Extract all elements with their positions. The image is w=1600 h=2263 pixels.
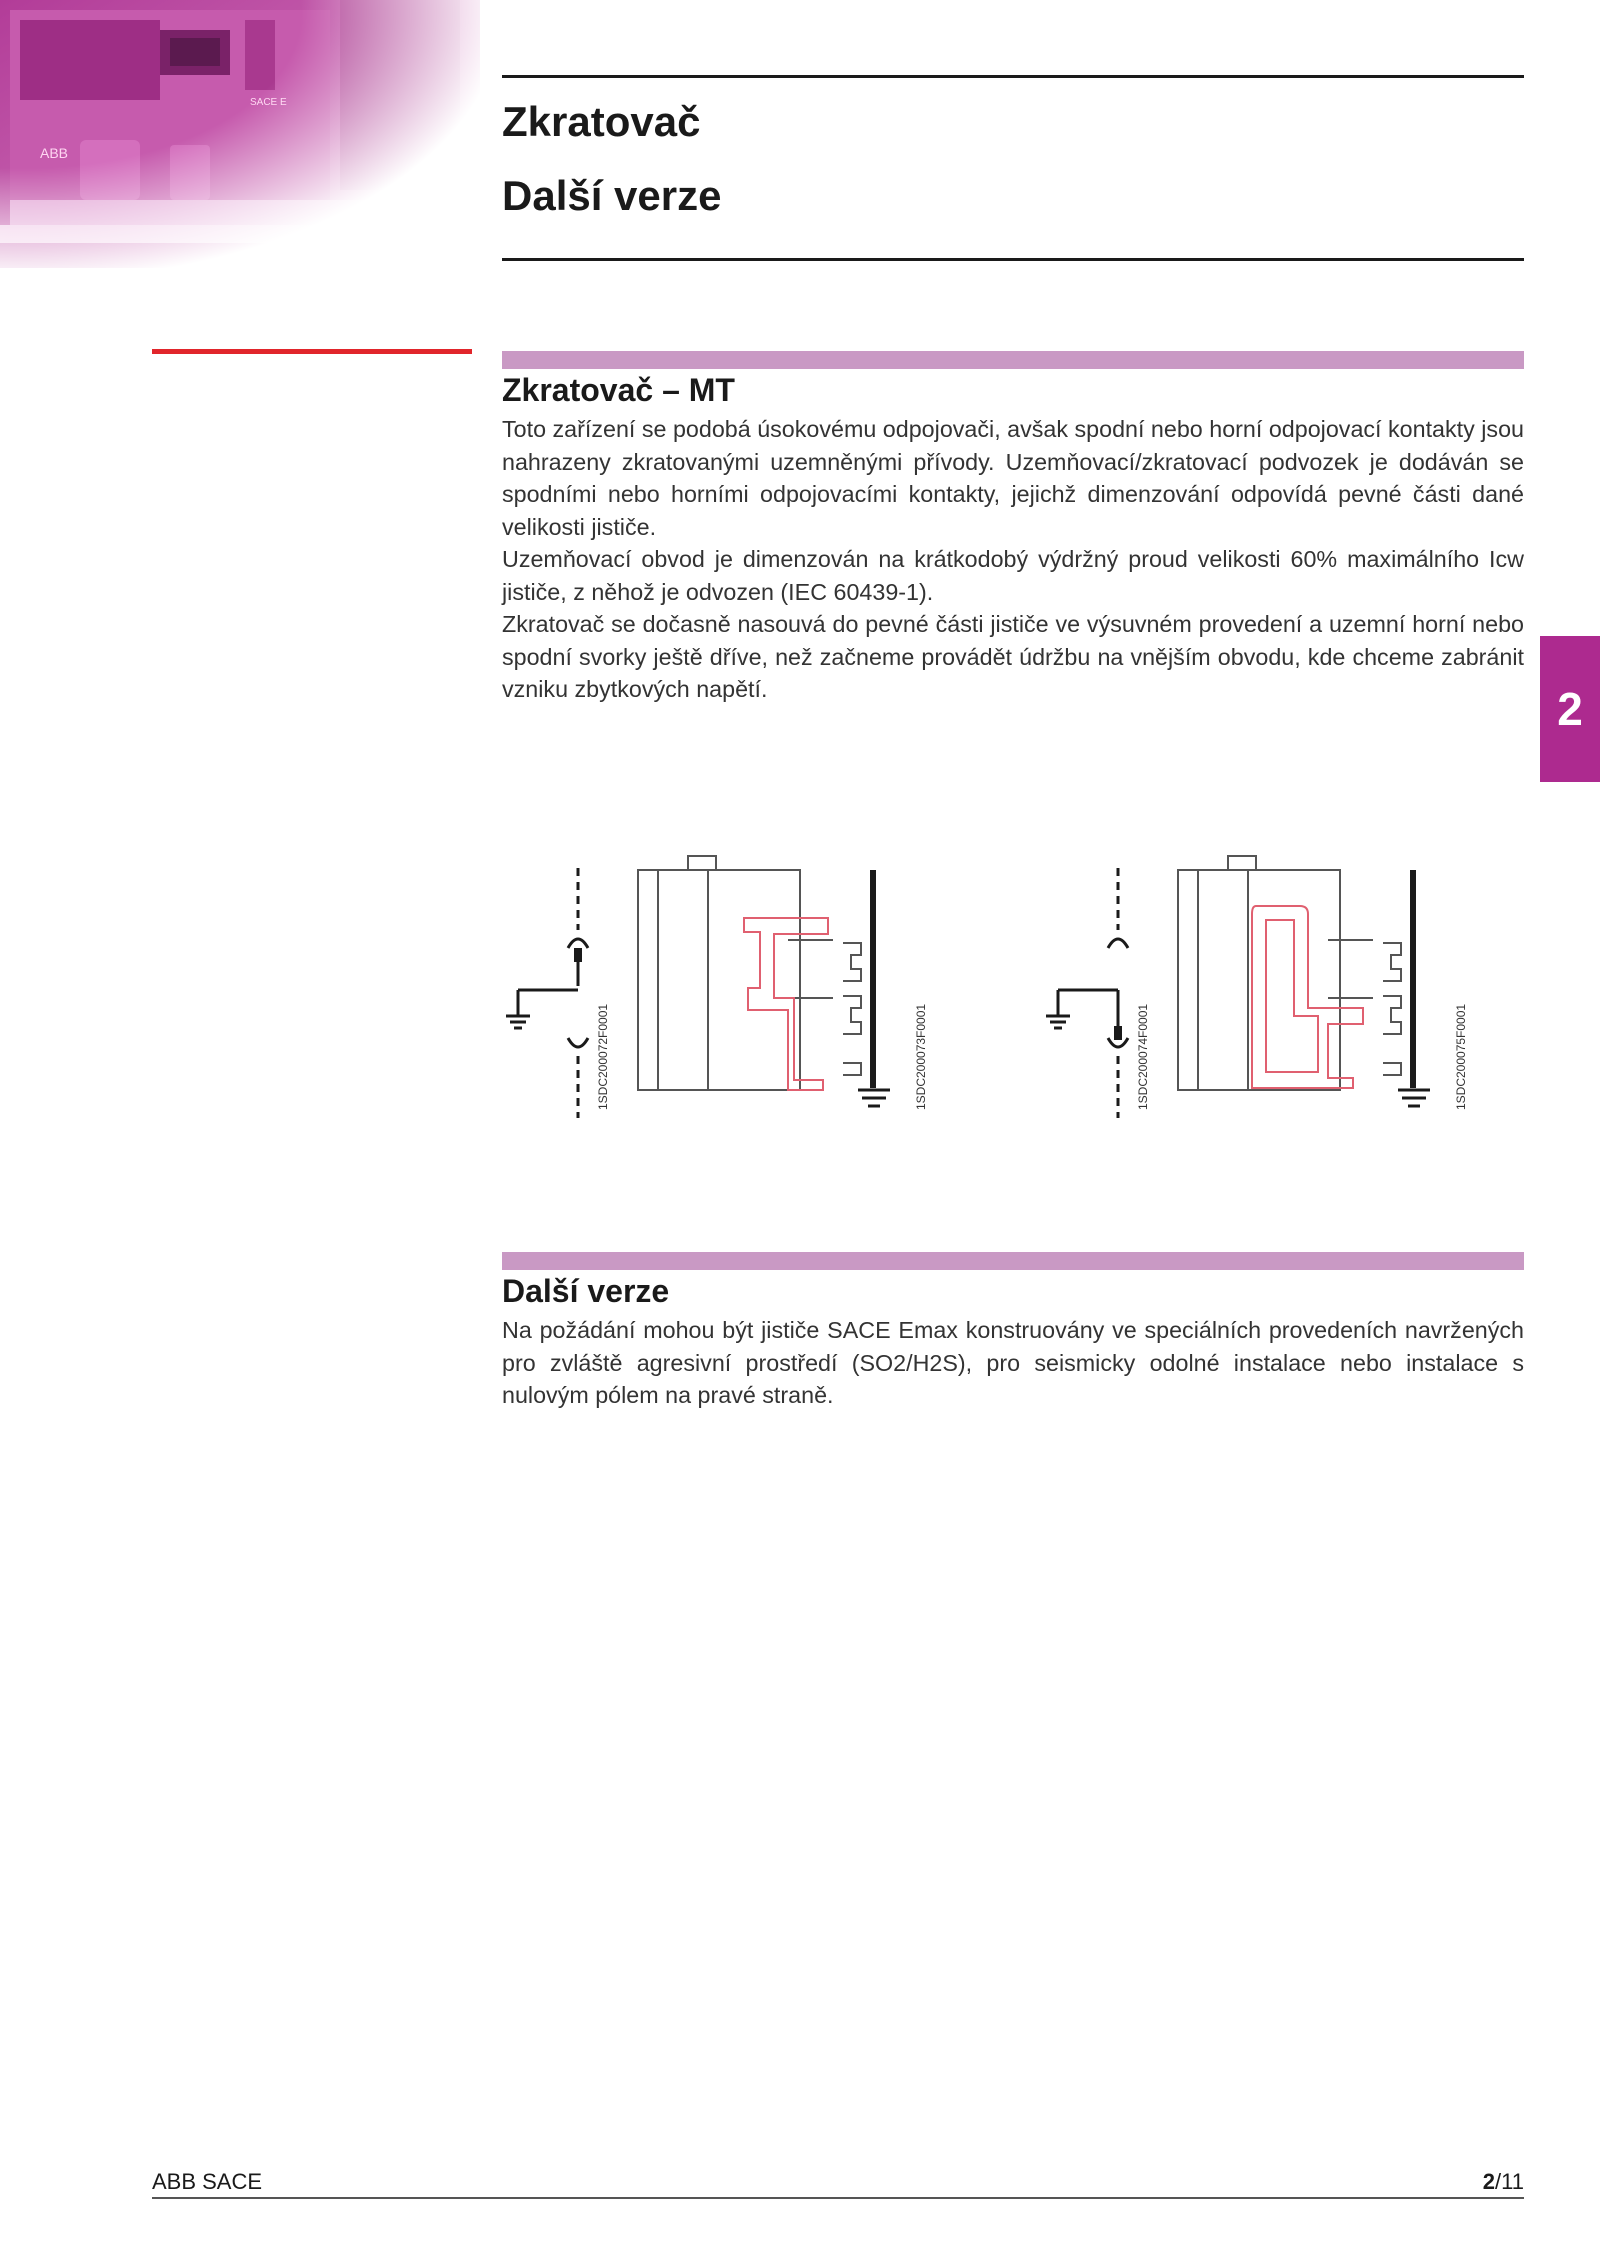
footer-company: ABB SACE [152, 2169, 263, 2194]
section-bar-other [502, 1252, 1524, 1270]
section-mt-paragraph: Uzemňovací obvod je dimenzován na krátkodobý výdržný proud velikosti 60% maximálního Icw jističe, z něhož je odvozen (IEC 60439-1). [502, 546, 1524, 605]
cabinet-drawing [638, 856, 861, 1090]
header-top-rule [502, 75, 1524, 78]
schematic-code: 1SDC200072F0001 [596, 1003, 610, 1110]
chapter-tab-number: 2 [1557, 683, 1583, 735]
header-bottom-rule [502, 258, 1524, 261]
footer-page-suffix: /11 [1495, 2169, 1524, 2194]
chapter-tab [1540, 636, 1600, 782]
diagram-lower-grounded [498, 848, 978, 1128]
section-other-paragraph: Na požádání mohou být jističe SACE Emax konstruovány ve speciálních provedeních navržených pro zvláště agresivní prostředí (SO2/H2S), pro seismicky odolné instalace nebo instalace s nulovým pólem na pravé straně. [502, 1317, 1524, 1408]
drawing-code: 1SDC200073F0001 [914, 1003, 928, 1110]
page-title: Zkratovač [502, 98, 701, 145]
section-mt-paragraph: Zkratovač se dočasně nasouvá do pevné části jističe ve výsuvném provedení a uzemní horní nebo spodní svorky ještě dříve, než začneme provádět údržbu na vnějším obvodu, kde chceme zabránit vzniku zbytkových napětí. [502, 611, 1524, 702]
footer-rule [152, 2197, 1524, 2199]
left-red-rule [152, 349, 472, 354]
schematic-symbol [1046, 868, 1128, 1118]
section-heading-other: Další verze [502, 1273, 670, 1309]
schematic-code: 1SDC200074F0001 [1136, 1003, 1150, 1110]
diagram-upper-grounded [1038, 848, 1518, 1128]
schematic-symbol [506, 868, 588, 1118]
cabinet-drawing [1178, 856, 1401, 1090]
breaker-photo [0, 0, 480, 268]
section-mt-body [502, 413, 1524, 706]
section-mt-paragraph: Toto zařízení se podobá úsokovému odpojovači, avšak spodní nebo horní odpojovací kontakty jsou nahrazeny zkratovanými uzemněnými přívody. Uzemňovací/zkratovací podvozek je dodáván se spodními nebo horními odpojovacími kontakty, jejichž dimenzování odpovídá pevné části dané velikosti jističe. [502, 416, 1524, 540]
drawing-code: 1SDC200075F0001 [1454, 1003, 1468, 1110]
page-subtitle: Další verze [502, 172, 722, 219]
footer-page-number [1483, 2169, 1524, 2195]
section-heading-mt: Zkratovač – MT [502, 372, 735, 408]
footer-page-chapter: 2 [1482, 2169, 1496, 2194]
section-bar-mt [502, 351, 1524, 369]
shorting-path [744, 918, 828, 1090]
